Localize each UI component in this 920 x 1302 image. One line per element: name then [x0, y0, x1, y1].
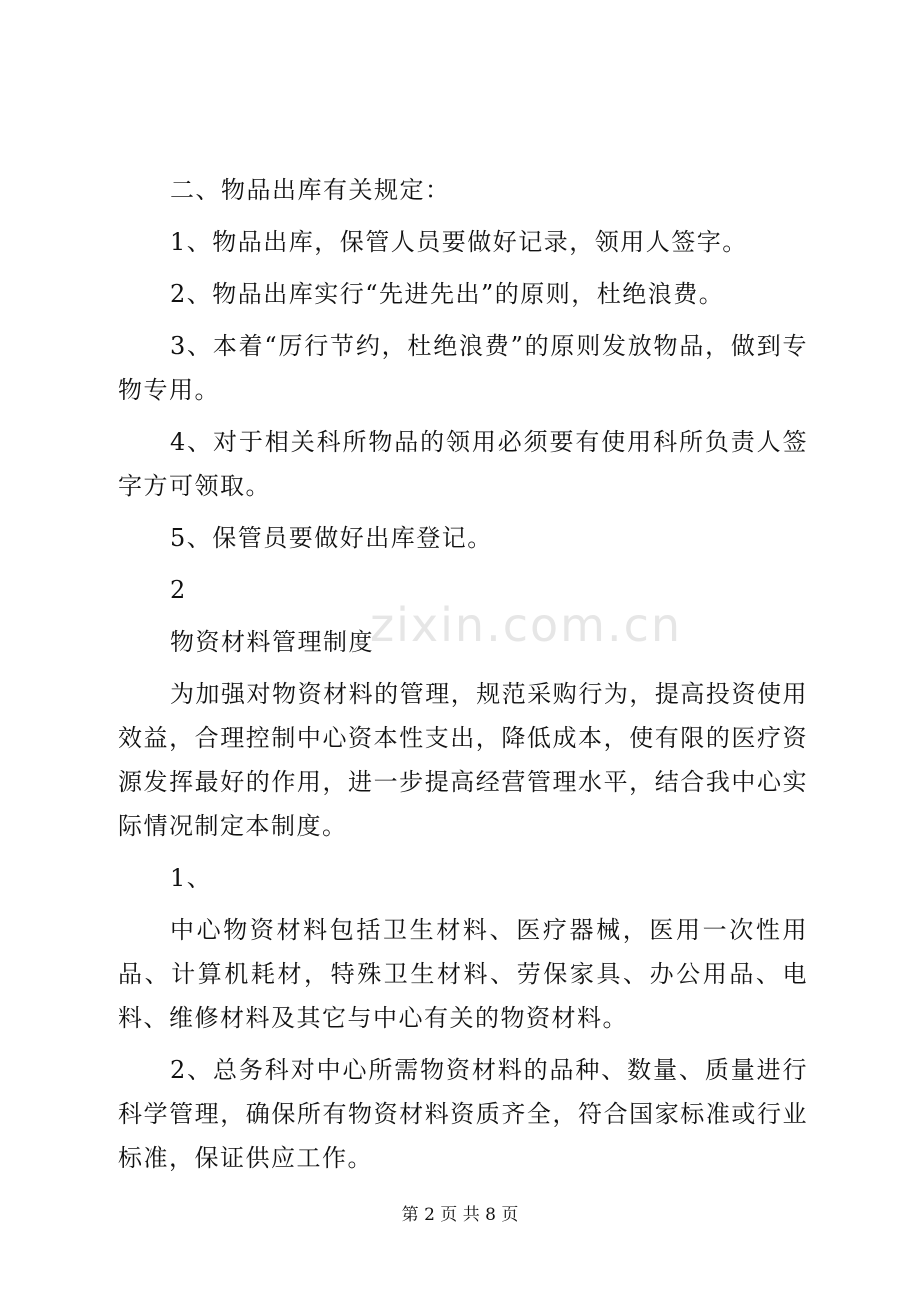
paragraph-item-5: 5、保管员要做好出库登记。: [170, 524, 493, 552]
paragraph-item-general-affairs: 2、总务科对中心所需物资材料的品种、数量、质量进行科学管理，确保所有物资材料资质齐全，符合国家标准或行业标准，保证供应工作。: [118, 1056, 808, 1172]
paragraph-scope: 中心物资材料包括卫生材料、医疗器械，医用一次性用品、计算机耗材，特殊卫生材料、劳保家具、办公用品、电料、维修材料及其它与中心有关的物资材料。: [118, 916, 808, 1032]
paragraph-item-3: 3、本着“厉行节约，杜绝浪费”的原则发放物品，做到专物专用。: [118, 332, 808, 404]
paragraph-item-1: 1、物品出库，保管人员要做好记录，领用人签字。: [170, 228, 748, 256]
paragraph-number: 2: [170, 576, 187, 604]
paragraph-title: 物资材料管理制度: [170, 628, 374, 656]
page-footer: [0, 1200, 920, 1225]
paragraph-item-4: 4、对于相关科所物品的领用必须要有使用科所负责人签字方可领取。: [118, 428, 808, 500]
document-body: [118, 168, 808, 1188]
paragraph-item-2: 2、物品出库实行“先进先出”的原则，杜绝浪费。: [170, 280, 725, 308]
paragraph-section-heading: 二、物品出库有关规定：: [170, 176, 451, 204]
paragraph-item-number: 1、: [170, 864, 213, 892]
paragraph-intro: 为加强对物资材料的管理，规范采购行为，提高投资使用效益，合理控制中心资本性支出，降低成本，使有限的医疗资源发挥最好的作用，进一步提高经营管理水平，结合我中心实际情况制定本制度。: [118, 680, 808, 840]
watermark: zixin.com.cn: [370, 598, 683, 652]
page-number-label: 第 2 页 共 8 页: [401, 1205, 519, 1225]
